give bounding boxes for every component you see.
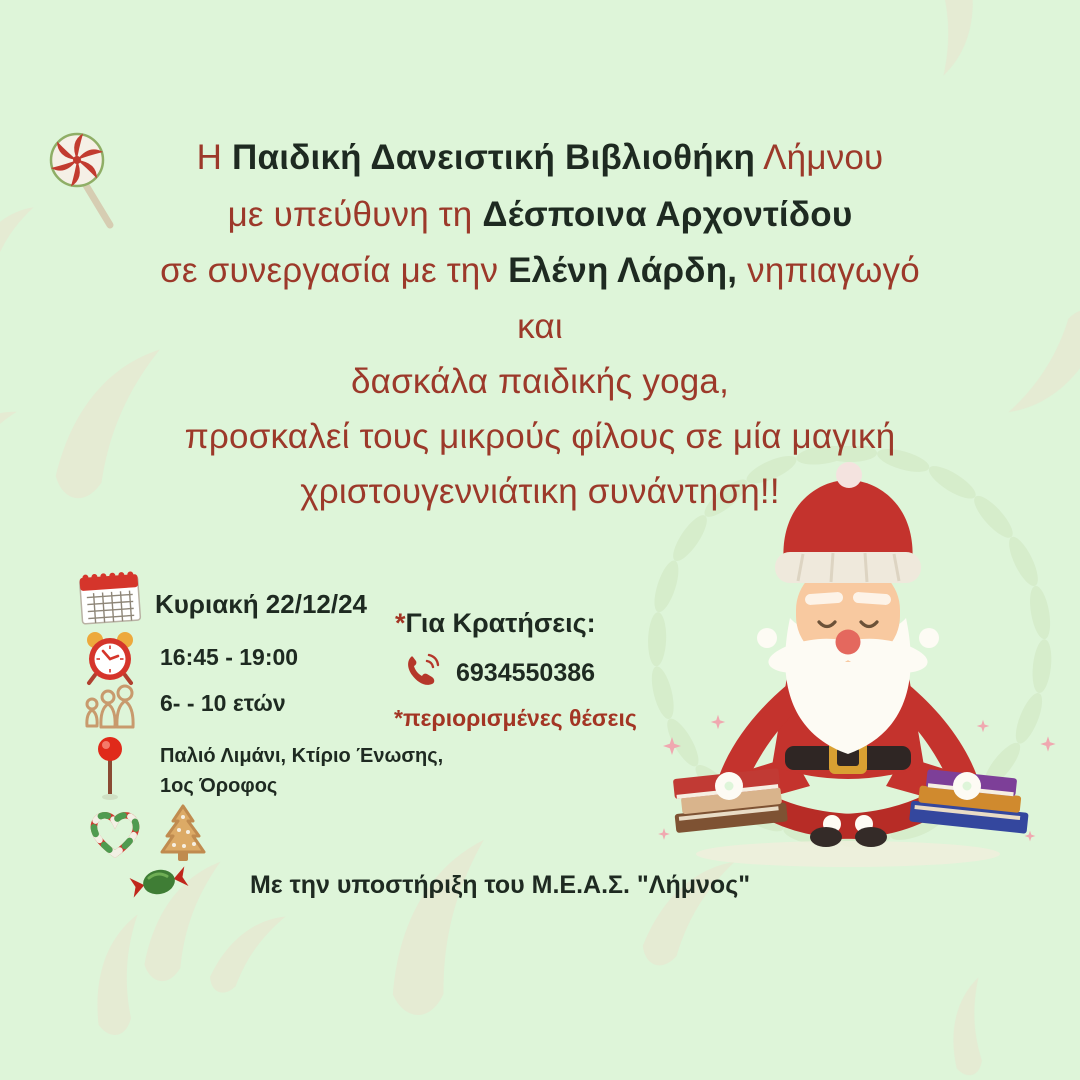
title-segment: και	[517, 307, 563, 346]
event-location-line2: 1ος Όροφος	[160, 775, 278, 797]
candy-cane-heart-icon	[84, 806, 146, 864]
phone-icon	[402, 652, 440, 690]
title-segment: Η	[196, 138, 232, 177]
event-location-line1: Παλιό Λιμάνι, Κτίριο Ένωσης,	[160, 745, 444, 767]
gingerbread-tree-icon	[154, 802, 212, 868]
event-ages: 6- - 10 ετών	[160, 690, 286, 716]
calendar-icon	[74, 568, 146, 630]
supporter-credit: Με την υποστήριξη του Μ.Ε.Α.Σ. "Λήμνος"	[249, 871, 751, 899]
title-segment: Λήμνου	[755, 138, 884, 177]
title-segment: Ελένη Λάρδη,	[508, 251, 738, 290]
location-pin-icon	[96, 736, 124, 802]
event-location	[160, 741, 480, 801]
title-line-7	[0, 470, 1080, 514]
title-segment: σε συνεργασία με την	[160, 251, 509, 290]
title-line-4	[0, 305, 1080, 349]
event-time: 16:45 - 19:00	[160, 644, 299, 670]
title-line-1	[0, 136, 1080, 180]
booking-asterisk: *	[395, 608, 406, 638]
title-segment: χριστουγεννιάτικη συνάντηση!!	[300, 472, 780, 511]
booking-heading	[395, 606, 596, 640]
title-segment: Παιδική Δανειστική Βιβλιοθήκη	[232, 138, 756, 177]
limited-seats-note: *περιορισμένες θέσεις	[394, 705, 637, 731]
booking-phone-number: 6934550386	[456, 659, 596, 687]
alarm-clock-icon	[82, 628, 138, 686]
title-segment: Δέσποινα Αρχοντίδου	[482, 195, 853, 234]
title-segment: με υπεύθυνη τη	[227, 195, 483, 234]
title-line-3	[0, 249, 1080, 293]
title-line-6	[0, 415, 1080, 459]
booking-heading-text: Για Κρατήσεις:	[405, 608, 596, 638]
title-segment: νηπιαγωγό	[737, 251, 920, 290]
title-line-5	[0, 360, 1080, 404]
event-date: Κυριακή 22/12/24	[155, 589, 368, 619]
title-segment: δασκάλα παιδικής yoga,	[350, 362, 730, 401]
family-icon	[82, 684, 136, 732]
title-line-2	[0, 193, 1080, 237]
title-segment: προσκαλεί τους μικρούς φίλους σε μία μαγική	[184, 417, 896, 456]
